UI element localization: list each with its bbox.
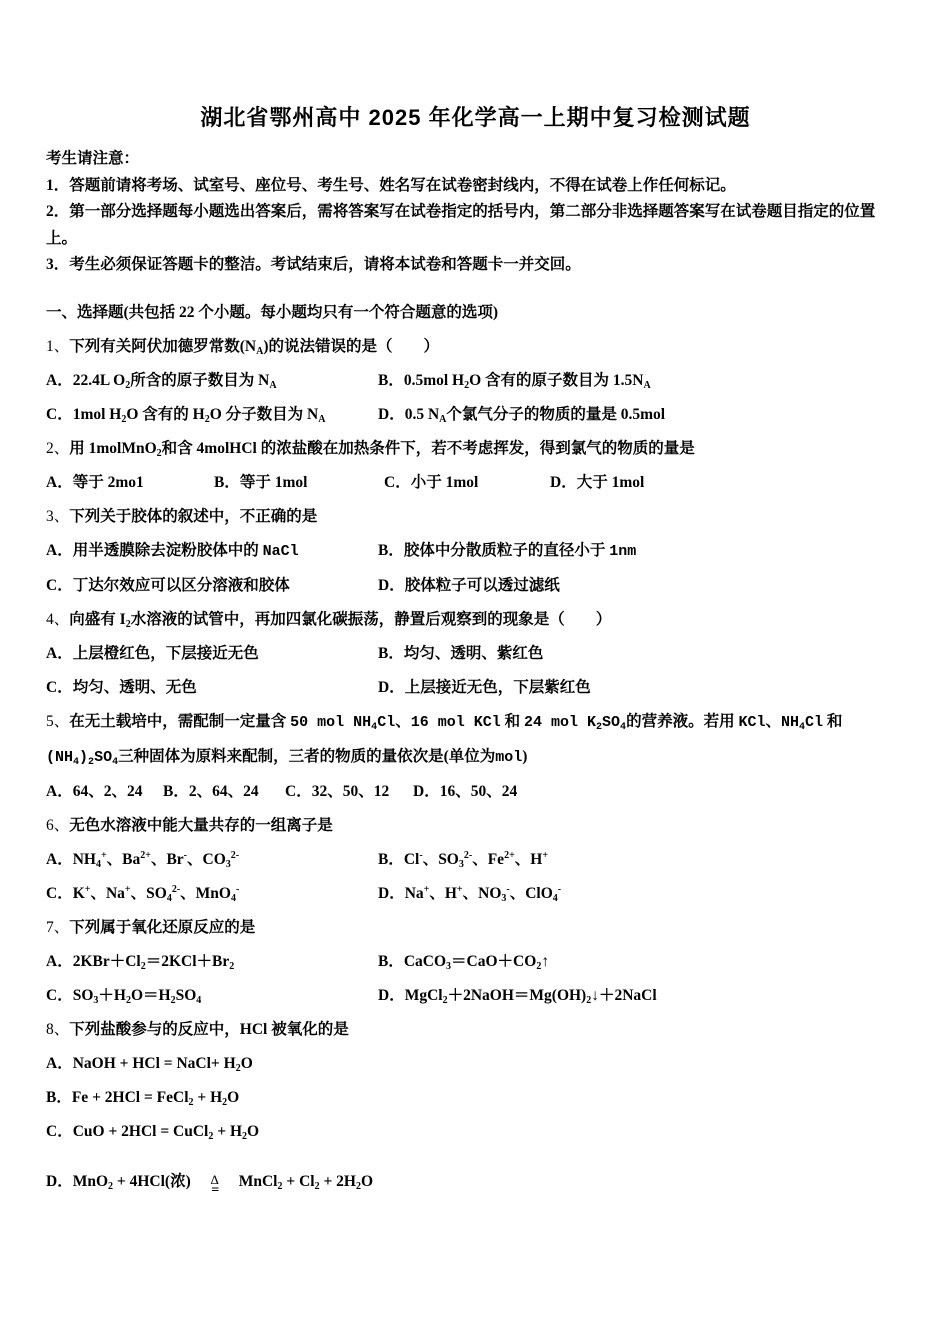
question-5-stem-text: 在无土载培中，需配制一定量含 50 mol $NH_4Cl$、16 mol KCl 和 24 mol $K_2SO_4$的营养液。若用 KCl、$NH_4Cl$ 和$(NH_4)_2SO_4$三种固体为原料来配制，三者的物质的量依次是(单位为mol) [46, 712, 843, 768]
question-6-options [46, 843, 905, 911]
notice-section [46, 146, 905, 279]
option-label: D． [413, 782, 440, 800]
option-text: 1mol $H_2O$ 含有的 $H_2O$ 分子数目为 $N_A$ [72, 405, 326, 425]
option-label: D． [378, 405, 405, 423]
question-6 [46, 809, 905, 911]
question-5-options [46, 775, 905, 809]
question-4-stem [46, 603, 905, 637]
question-1 [46, 330, 905, 432]
option-text: 上层接近无色，下层紫红色 [404, 678, 591, 696]
question-7-stem [46, 911, 905, 945]
question-2-option-c [384, 466, 550, 500]
option-label: D． [550, 473, 577, 491]
question-4-options [46, 637, 905, 705]
option-label: B． [214, 473, 240, 491]
question-6-option-c [46, 877, 378, 911]
question-5-option-a [46, 775, 163, 809]
option-label: A． [46, 850, 73, 868]
option-label: B． [378, 952, 404, 970]
question-2-number: 2、 [46, 439, 70, 457]
option-text: 丁达尔效应可以区分溶液和胶体 [72, 576, 290, 594]
option-label: A． [46, 541, 73, 559]
option-text: 胶体粒子可以透过滤纸 [404, 576, 560, 594]
question-1-stem-text: 下列有关阿伏加德罗常数$(N_A)$的说法错误的是（ ） [69, 337, 440, 357]
question-8-options [46, 1047, 905, 1199]
question-8-number: 8、 [46, 1020, 70, 1038]
question-3-stem-text: 下列关于胶体的叙述中，不正确的是 [69, 507, 318, 525]
option-text: $MgCl_2+2NaOH=Mg(OH)_2↓+2NaCl$ [404, 986, 657, 1006]
option-text: 0.5 $N_A$个氯气分子的物质的量是 0.5mol [404, 405, 666, 425]
option-text: 胶体中分散质粒子的直径小于 1nm [403, 541, 637, 560]
question-2-stem [46, 432, 905, 466]
question-1-stem [46, 330, 905, 364]
option-label: B． [378, 541, 404, 559]
question-5-option-c [285, 775, 413, 809]
option-label: D． [378, 678, 405, 696]
question-3-option-b [378, 534, 905, 569]
question-7-option-d [378, 979, 905, 1013]
question-2-option-a [46, 466, 214, 500]
question-5 [46, 705, 905, 809]
question-6-option-d [378, 877, 905, 911]
option-text: CuO + 2HCl = CuCl$_2$ + $H_2O$ [72, 1122, 260, 1142]
question-1-options [46, 364, 905, 432]
question-3-number: 3、 [46, 507, 70, 525]
question-8-option-a [46, 1047, 905, 1081]
question-1-option-b [378, 364, 905, 398]
option-text: $NH_4^+$、$Ba^{2+}$、Br-、$CO_3^{2-}$ [72, 849, 240, 870]
option-label: A． [46, 782, 73, 800]
option-text: 小于 1mol [410, 473, 479, 491]
option-text: $CaCO_3=CaO+CO_2↑$ [403, 952, 550, 972]
notice-heading: 考生请注意： [46, 150, 140, 167]
question-7 [46, 911, 905, 1013]
question-8-stem [46, 1013, 905, 1047]
question-4-number: 4、 [46, 610, 70, 628]
question-5-number: 5、 [46, 712, 70, 730]
option-text: 等于 2mo1 [72, 473, 144, 491]
question-3-stem [46, 500, 905, 534]
option-label: B． [378, 644, 404, 662]
option-label: C． [46, 986, 73, 1004]
question-5-stem [46, 705, 905, 775]
notice-item-3: 3．考生必须保证答题卡的整洁。考试结束后，请将本试卷和答题卡一并交回。 [46, 256, 581, 273]
question-8-stem-text: 下列盐酸参与的反应中，HCl 被氧化的是 [69, 1020, 349, 1038]
delta-heat-condition-symbol: Δ = [210, 1171, 219, 1198]
option-text: MnO$_2$ + 4HCl(浓) Δ = MnCl$_2$ + $Cl_2 + 2H_2O$ [72, 1171, 374, 1198]
option-text: Na+、H+、$NO_3^-$、ClO$_4$- [404, 883, 562, 904]
question-8-option-c [46, 1115, 905, 1149]
question-1-option-d [378, 398, 905, 432]
section-title: 一、选择题(共包括 22 个小题。每小题均只有一个符合题意的选项) [46, 303, 499, 321]
option-text: 2、64、24 [188, 782, 259, 800]
option-label: A． [46, 644, 73, 662]
option-label: C． [46, 678, 73, 696]
option-text: $2KBr+Cl_2=2KCl+Br_2$ [72, 952, 235, 972]
option-text: 上层橙红色，下层接近无色 [72, 644, 259, 662]
option-label: D． [378, 576, 405, 594]
option-text: 均匀、透明、无色 [72, 678, 197, 696]
question-5-option-d [413, 775, 905, 809]
question-3-option-a [46, 534, 378, 569]
option-text: 用半透膜除去淀粉胶体中的 NaCl [72, 541, 299, 560]
question-7-option-c [46, 979, 378, 1013]
option-label: B． [46, 1088, 72, 1106]
option-text: 0.5mol $H_2O$ 含有的原子数目为 $1.5N_A$ [403, 371, 651, 391]
question-4-option-c [46, 671, 378, 705]
option-text: 16、50、24 [439, 782, 518, 800]
question-6-number: 6、 [46, 816, 70, 834]
question-5-option-b [163, 775, 285, 809]
question-2-option-b [214, 466, 384, 500]
option-text: 均匀、透明、紫红色 [403, 644, 544, 662]
question-7-option-a [46, 945, 378, 979]
question-7-options [46, 945, 905, 1013]
option-label: C． [384, 473, 411, 491]
question-6-option-a [46, 843, 378, 877]
option-text: 22.4L $O_2$所含的原子数目为 $N_A$ [72, 371, 277, 391]
option-label: A． [46, 371, 73, 389]
question-3-option-c [46, 569, 378, 603]
question-1-option-c [46, 398, 378, 432]
question-6-option-b [378, 843, 905, 877]
option-text: 32、50、12 [311, 782, 390, 800]
option-label: C． [285, 782, 312, 800]
option-text: 等于 1mol [239, 473, 308, 491]
question-1-number: 1、 [46, 337, 70, 355]
question-2-option-d [550, 466, 905, 500]
question-3-option-d [378, 569, 905, 603]
option-label: D． [46, 1172, 73, 1190]
option-label: A． [46, 473, 73, 491]
question-7-option-b [378, 945, 905, 979]
option-label: C． [46, 1122, 73, 1140]
option-text: K+、Na+、$SO_4^{2-}$、MnO$_4$- [72, 883, 240, 904]
option-label: D． [378, 884, 405, 902]
question-3 [46, 500, 905, 603]
option-text: Cl-、$SO_3^{2-}$、$Fe^{2+}$、H+ [403, 849, 549, 870]
option-label: D． [378, 986, 405, 1004]
question-4-option-d [378, 671, 905, 705]
question-2-stem-text: 用 1molMnO$_2$和含 4molHCl 的浓盐酸在加热条件下，若不考虑挥发，得到氯气的物质的量是 [69, 439, 695, 459]
question-6-stem-text: 无色水溶液中能大量共存的一组离子是 [69, 816, 333, 834]
option-label: C． [46, 405, 73, 423]
option-text: 64、2、24 [72, 782, 143, 800]
option-text: NaOH + HCl = NaCl+ $H_2O$ [72, 1054, 253, 1074]
notice-item-2: 2．第一部分选择题每小题选出答案后，需将答案写在试卷指定的括号内，第二部分非选择题答案写在试卷题目指定的位置上。 [46, 203, 876, 247]
question-4-option-a [46, 637, 378, 671]
option-label: A． [46, 1054, 73, 1072]
question-3-options [46, 534, 905, 603]
option-text: Fe + 2HCl = FeCl$_2$ + $H_2O$ [71, 1088, 240, 1108]
question-7-number: 7、 [46, 918, 70, 936]
option-label: A． [46, 952, 73, 970]
question-8-option-b [46, 1081, 905, 1115]
option-label: B． [378, 850, 404, 868]
option-text: 大于 1mol [576, 473, 645, 491]
question-1-option-a [46, 364, 378, 398]
question-2-options [46, 466, 905, 500]
option-label: C． [46, 576, 73, 594]
option-label: C． [46, 884, 73, 902]
option-text: $SO_3+H_2O=H_2SO_4$ [72, 986, 202, 1006]
option-label: B． [378, 371, 404, 389]
question-4-option-b [378, 637, 905, 671]
question-4-stem-text: 向盛有 $I_2$水溶液的试管中，再加四氯化碳振荡，静置后观察到的现象是（ ） [69, 610, 612, 630]
question-8 [46, 1013, 905, 1199]
question-7-stem-text: 下列属于氧化还原反应的是 [69, 918, 256, 936]
option-label: B． [163, 782, 189, 800]
question-4 [46, 603, 905, 705]
page-title: 湖北省鄂州高中 2025 年化学高一上期中复习检测试题 [200, 105, 751, 130]
notice-item-1: 1．答题前请将考场、试室号、座位号、考生号、姓名写在试卷密封线内，不得在试卷上作任何标记。 [46, 176, 736, 194]
question-6-stem [46, 809, 905, 843]
question-8-option-d [46, 1165, 905, 1199]
question-2 [46, 432, 905, 500]
